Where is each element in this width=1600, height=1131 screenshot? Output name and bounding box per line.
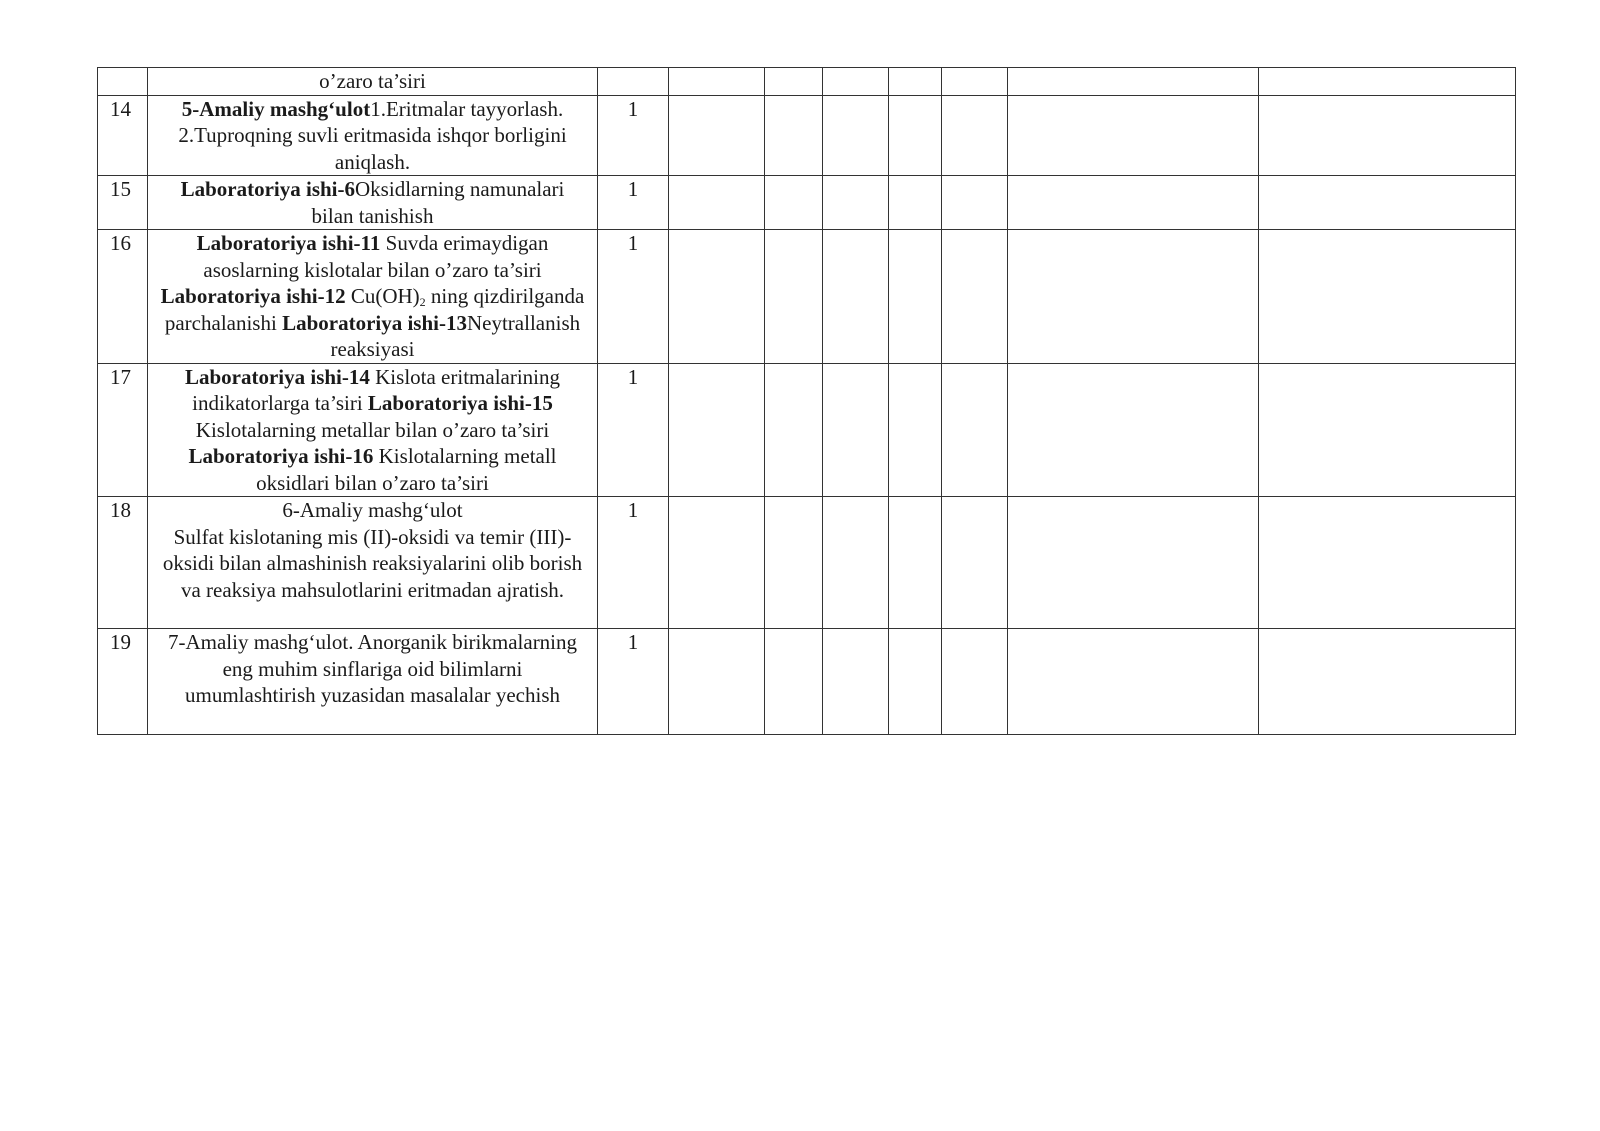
table-row — [98, 230, 1516, 364]
empty-cell — [889, 363, 942, 497]
empty-cell — [765, 176, 823, 230]
empty-cell — [823, 95, 889, 176]
empty-cell — [889, 176, 942, 230]
empty-cell — [669, 629, 765, 735]
lesson-topic — [148, 95, 598, 176]
empty-cell — [1259, 68, 1516, 96]
empty-cell — [1008, 497, 1259, 629]
empty-cell — [942, 95, 1008, 176]
empty-cell — [1259, 95, 1516, 176]
empty-cell — [942, 497, 1008, 629]
table-row — [98, 95, 1516, 176]
empty-cell — [765, 230, 823, 364]
topic-heading: Laboratoriya ishi-6 — [180, 177, 356, 201]
topic-text: Kislotalarning metall oksidlari bilan o’zaro ta’siri — [256, 444, 557, 495]
topic-text: o’zaro ta’siri — [319, 69, 426, 93]
empty-cell — [1259, 363, 1516, 497]
empty-cell — [823, 230, 889, 364]
row-number: 18 — [98, 497, 148, 629]
lesson-topic — [148, 497, 598, 629]
empty-cell — [1008, 176, 1259, 230]
empty-cell — [1259, 176, 1516, 230]
empty-cell — [1259, 230, 1516, 364]
empty-cell — [669, 363, 765, 497]
empty-cell — [823, 497, 889, 629]
empty-cell — [823, 68, 889, 96]
topic-text: Sulfat kislotaning mis (II)-oksidi va temir (III)-oksidi bilan almashinish reaksiyalarini olib borish va reaksiya mahsulotlarini eritmadan ajratish. — [162, 524, 583, 602]
table-row — [98, 176, 1516, 230]
topic-text: 2 — [419, 295, 426, 309]
empty-cell — [1008, 230, 1259, 364]
empty-cell — [1008, 629, 1259, 735]
hours-count: 1 — [598, 230, 669, 364]
topic-text: 6-Amaliy mashg‘ulot — [282, 498, 463, 522]
lesson-topic — [148, 68, 598, 96]
hours-count: 1 — [598, 363, 669, 497]
empty-cell — [1008, 68, 1259, 96]
hours-count: 1 — [598, 629, 669, 735]
lesson-topic — [148, 629, 598, 735]
empty-cell — [765, 68, 823, 96]
row-number: 15 — [98, 176, 148, 230]
hours-count: 1 — [598, 176, 669, 230]
empty-cell — [823, 363, 889, 497]
topic-text: Kislota eritmalarining indikatorlarga ta’siri — [192, 364, 561, 415]
topic-heading: Laboratoriya ishi-14 — [184, 364, 370, 389]
empty-cell — [942, 68, 1008, 96]
empty-cell — [889, 95, 942, 176]
lesson-topic — [148, 230, 598, 364]
empty-cell — [889, 68, 942, 96]
empty-cell — [669, 68, 765, 96]
empty-cell — [765, 629, 823, 735]
topic-heading: Laboratoriya ishi-15 — [367, 391, 553, 415]
topic-heading: Laboratoriya ishi-16 — [188, 444, 374, 468]
empty-cell — [765, 497, 823, 629]
table-row — [98, 497, 1516, 629]
empty-cell — [669, 497, 765, 629]
empty-cell — [669, 176, 765, 230]
empty-cell — [942, 363, 1008, 497]
row-number: 17 — [98, 363, 148, 497]
topic-heading: Laboratoriya ishi-11 — [196, 231, 381, 255]
topic-heading: Laboratoriya ishi-12 — [160, 284, 346, 308]
table-body — [98, 68, 1516, 735]
hours-count — [598, 68, 669, 96]
empty-cell — [942, 629, 1008, 735]
row-number — [98, 68, 148, 96]
hours-count: 1 — [598, 497, 669, 629]
empty-cell — [889, 497, 942, 629]
topic-text: Suvda erimaydigan asoslarning kislotalar bilan o’zaro ta’siri — [203, 231, 549, 282]
empty-cell — [1008, 95, 1259, 176]
table-row — [98, 629, 1516, 735]
table-row — [98, 363, 1516, 497]
lesson-topic — [148, 363, 598, 497]
empty-cell — [669, 95, 765, 176]
topic-text: Oksidlarning namunalari bilan tanishish — [311, 177, 565, 228]
topic-text: 1.Eritmalar tayyorlash. 2.Tuproqning suvli eritmasida ishqor borligini aniqlash. — [178, 96, 567, 174]
empty-cell — [889, 629, 942, 735]
empty-cell — [942, 176, 1008, 230]
empty-cell — [942, 230, 1008, 364]
topic-text: Kislotalarning metallar bilan o’zaro ta’siri — [195, 417, 550, 442]
table-row — [98, 68, 1516, 96]
empty-cell — [669, 230, 765, 364]
empty-cell — [765, 363, 823, 497]
lesson-plan-table — [97, 67, 1516, 735]
topic-text: 7-Amaliy mashg‘ulot. Anorganik birikmalarning eng muhim sinflariga oid bilimlarni umumlashtirish yuzasidan masalalar yechish — [167, 630, 578, 707]
empty-cell — [823, 629, 889, 735]
empty-cell — [765, 95, 823, 176]
empty-cell — [1259, 629, 1516, 735]
empty-cell — [889, 230, 942, 364]
topic-text: Neytrallanish reaksiyasi — [330, 310, 581, 361]
row-number: 16 — [98, 230, 148, 364]
row-number: 19 — [98, 629, 148, 735]
empty-cell — [1008, 363, 1259, 497]
topic-text: Cu(OH) — [345, 284, 420, 308]
empty-cell — [1259, 497, 1516, 629]
lesson-topic — [148, 176, 598, 230]
topic-text: ning qizdirilganda parchalanishi — [164, 284, 585, 335]
topic-heading: Laboratoriya ishi-13 — [282, 310, 467, 335]
topic-heading: 5-Amaliy mashg‘ulot — [181, 96, 371, 121]
hours-count: 1 — [598, 95, 669, 176]
row-number: 14 — [98, 95, 148, 176]
empty-cell — [823, 176, 889, 230]
